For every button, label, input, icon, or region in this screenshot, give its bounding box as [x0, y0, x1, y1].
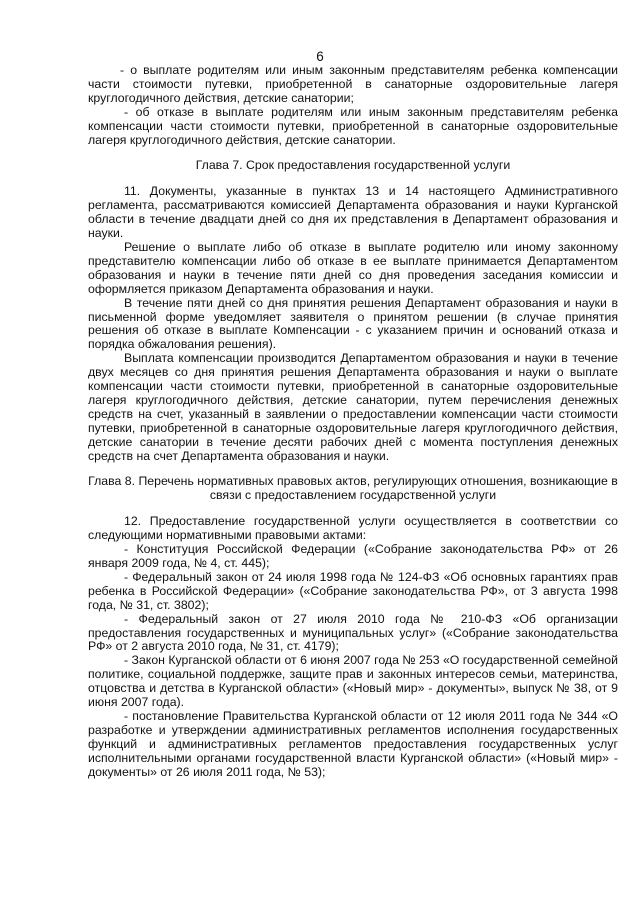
paragraph-decision-payment: - о выплате родителям или иным законным представителям ребенка компенсации части стоимости путевки, приобретенной в санаторные оздоровительные лагеря круглогодичного действия, детские санатории;	[88, 63, 618, 105]
chapter-7-heading: Глава 7. Срок предоставления государственной услуги	[195, 158, 511, 173]
page-number: 6	[316, 49, 324, 64]
paragraph-decision-refusal: - об отказе в выплате родителям или иным законным представителям ребенка компенсации части стоимости путевки, приобретенной в санаторные оздоровительные лагеря круглогодичного действия, детские санатории.	[88, 104, 618, 147]
paragraph-11: 11. Документы, указанные в пунктах 13 и 14 настоящего Административного регламента, рассматриваются комиссией Департамента образования и науки Курганской области в течение двадцати дней со дня их представления в Департамент образования и науки.	[88, 184, 618, 241]
list-item-federal-law-210: - Федеральный закон от 27 июля 2010 года № 210-ФЗ «Об организации предоставления государственных и муниципальных услуг» («Собрание законодательства РФ» от 2 августа 2010 года, № 31, ст. 4179);	[88, 611, 618, 654]
document-body	[88, 64, 618, 780]
paragraph-12: 12. Предоставление государственной услуги осуществляется в соответствии со следующими нормативными правовыми актами:	[88, 514, 618, 543]
chapter-8-heading: Глава 8. Перечень нормативных правовых актов, регулирующих отношения, возникающие в связи с предоставлением государственной услуги	[88, 474, 618, 503]
list-item-resolution-344: - постановление Правительства Курганской области от 12 июля 2011 года № 344 «О разработке и утверждении административных регламентов исполнения государственных функций и административных регламентов предоставления государственных услуг исполнительными органами государственной власти Курганской области» («Новый мир» - документы» от 26 июля 2011 года, № 53);	[88, 708, 618, 779]
paragraph-notification: В течение пяти дней со дня принятия решения Департамент образования и науки в письменной форме уведомляет заявителя о принятом решении (в случае принятия решения об отказе в выплате Компенсации - с указанием причин и оснований отказа и порядка обжалования решения).	[88, 295, 618, 352]
paragraph-decision-term: Решение о выплате либо об отказе в выплате родителю или иному законному представителю компенсации либо об отказе в ее выплате принимается Департаментом образования и науки в течение пяти дней со дня проведения заседания комиссии и оформляется приказом Департамента образования и науки.	[88, 239, 618, 296]
paragraph-payment: Выплата компенсации производится Департаментом образования и науки в течение двух месяцев со дня принятия решения Департамента образования и науки о выплате компенсации части стоимости путевки, приобретенной в санаторные оздоровительные лагеря круглогодичного действия, детские санатории, путем перечисления денежных средств на счет, указанный в заявлении о предоставлении компенсации части стоимости путевки, приобретенной в санаторные оздоровительные лагеря круглогодичного действия, детские санатории в течение десяти рабочих дней с момента поступления денежных средств на счет Департамента образования и науки.	[88, 351, 618, 463]
list-item-constitution: - Конституция Российской Федерации («Собрание законодательства РФ» от 26 января 2009 года, № 4, ст. 445);	[88, 542, 618, 570]
list-item-kurgan-law-253: - Закон Курганской области от 6 июня 2007 года № 253 «О государственной семейной политике, социальной поддержке, защите прав и законных интересов семьи, материнства, отцовства и детства в Курганской области» («Новый мир» - документы», выпуск № 38, от 9 июня 2007 года).	[88, 653, 618, 710]
list-item-federal-law-124: - Федеральный закон от 24 июля 1998 года № 124-ФЗ «Об основных гарантиях прав ребенка в Российской Федерации» («Собрание законодательства РФ», от 3 августа 1998 года, № 31, ст. 3802);	[88, 569, 618, 612]
